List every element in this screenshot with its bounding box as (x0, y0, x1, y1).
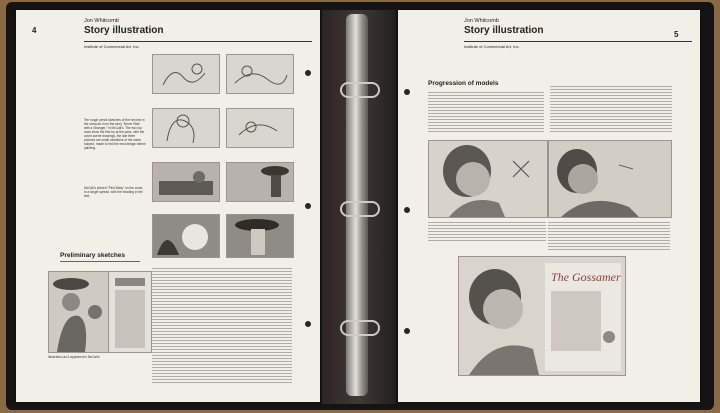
punch-hole (305, 321, 311, 327)
svg-text:The Gossamer: The Gossamer (551, 270, 621, 284)
body-text-left (152, 266, 292, 384)
final-illustration-image (48, 271, 110, 353)
binder-ring[interactable] (340, 82, 380, 98)
right-page (398, 10, 700, 402)
title-right: Story illustration (464, 25, 544, 36)
section-heading-progression: Progression of models (428, 80, 499, 87)
body-text-right-2 (550, 84, 672, 134)
sketches-caption: Ten rough pencil sketches of the heroine in the raincoat, from the story "Never Ride with a Stranger," in McCall's. The two top rows show the first try at the pose, with the cover-scene drawings, the last three pictures are small variations of the same subject, made to find the best design before painting. (84, 118, 146, 150)
sketch-thumbnail (226, 54, 294, 94)
section-rule-left (60, 261, 140, 262)
final-illustration-caption: Illustration as it appeared in McCall's (48, 355, 100, 359)
page-number-right: 5 (674, 30, 679, 39)
sketch-thumbnail (226, 162, 294, 202)
body-text-right-1 (428, 90, 544, 134)
sketch-thumbnail (226, 108, 294, 148)
magazine-page-image (108, 271, 152, 353)
institute-left: Institute of Commercial Art, Inc. (84, 44, 140, 49)
left-page (16, 10, 320, 402)
punch-hole (305, 203, 311, 209)
punch-hole (404, 328, 410, 334)
punch-hole (404, 89, 410, 95)
mccalls-caption: McCall's printed "Pink Baby" on the cover, in a single spread, with the heading in the text. (84, 186, 144, 198)
title-rule-right (464, 41, 692, 42)
author-right: Jon Whitcomb (464, 18, 499, 24)
sketch-thumbnail (152, 108, 220, 148)
photo-caption-2 (548, 220, 670, 250)
model-photo-1 (428, 140, 548, 218)
sketch-thumbnail (152, 214, 220, 258)
model-photo-2 (548, 140, 672, 218)
section-heading-preliminary: Preliminary sketches (60, 252, 126, 259)
page-number-left: 4 (32, 26, 37, 35)
sketch-thumbnail (152, 54, 220, 94)
binder-ring[interactable] (340, 320, 380, 336)
title-left: Story illustration (84, 25, 164, 36)
photo-caption-1 (428, 220, 546, 242)
composite-illustration (458, 256, 626, 376)
institute-right: Institute of Commercial Art, Inc. (464, 44, 520, 49)
punch-hole (404, 207, 410, 213)
sketch-thumbnail (226, 214, 294, 258)
sketch-thumbnail (152, 162, 220, 202)
title-rule-left (84, 41, 312, 42)
punch-hole (305, 70, 311, 76)
author-left: Jon Whitcomb (84, 18, 119, 24)
binder-ring[interactable] (340, 201, 380, 217)
